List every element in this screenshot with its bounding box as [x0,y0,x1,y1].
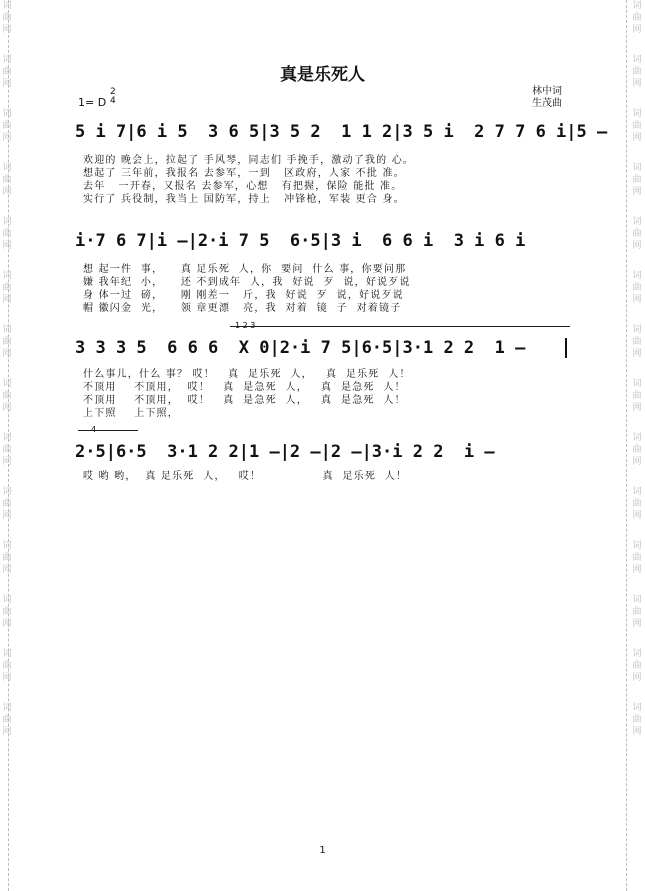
repeat-end-barline [565,338,567,358]
lyricist: 林中词 [532,86,562,97]
watermark-text: 词 曲 网 [2,163,12,197]
lyric-verse-1: 欢迎的 晚会上，拉起了 手风琴，同志们 手挽手，激动了我的 心。 [83,155,415,166]
watermark-text: 词 曲 网 [632,163,642,197]
lyric-verse-1: 什么事儿，什么 事？ 哎！ 真 足乐死 人， 真 足乐死 人！ [83,369,411,380]
watermark-text: 词 曲 网 [2,595,12,629]
lyric-verse-2: 想起了 三年前，我报名 去参军，一到 区政府，人家 不批 准。 [83,168,405,179]
key-signature: 1= D [78,96,107,109]
watermark-text: 词 曲 网 [632,1,642,35]
lyric-verse-2: 不顶用 不顶用， 哎！ 真 是急死 人， 真 是急死 人！ [83,382,406,393]
volta-label: 1 2 3 [235,321,256,330]
watermark-text: 词 曲 网 [2,703,12,737]
volta-bracket [230,326,570,327]
lyric-verse-3: 不顶用 不顶用， 哎！ 真 是急死 人， 真 是急死 人！ [83,395,406,406]
song-title: 真是乐死人 [280,65,365,85]
watermark-text: 词 曲 网 [632,325,642,359]
watermark-text: 词 曲 网 [2,541,12,575]
watermark-text: 词 曲 网 [2,271,12,305]
time-signature-top: 2 [110,87,116,97]
watermark-text: 词 曲 网 [2,433,12,467]
notation-line: i·7 6 7|i –|2·i 7 5 6·5|3 i 6 6 i 3 i 6 i [75,231,526,251]
watermark-right-column [630,0,644,756]
volta-label: 4 [91,425,97,434]
credits [532,86,562,110]
watermark-text: 词 曲 网 [632,433,642,467]
lyric-verse-3: 去年 一开春，又报名 去参军，心想 有把握，保险 能批 准。 [83,181,403,192]
composer: 生茂曲 [532,98,562,109]
watermark-text: 词 曲 网 [632,541,642,575]
lyric-verse-4: 上下照 上下照， [83,408,179,419]
lyric-verse-4: 实行了 兵役制，我当上 国防军，持上 冲锋枪，军装 更合 身。 [83,194,405,205]
watermark-text: 词 曲 网 [2,217,12,251]
lyric-verse-3: 身 体一过 磅， 刚 刚差一 斤，我 好说 歹 说，好说歹说 [83,290,404,301]
watermark-text: 词 曲 网 [2,325,12,359]
watermark-text: 词 曲 网 [632,649,642,683]
watermark-text: 词 曲 网 [2,649,12,683]
lyric-verse-1: 想 起一件 事， 真 足乐死 人，你 要问 什么 事，你要问那 [83,264,407,275]
watermark-left-column [0,0,14,756]
notation-line: 3 3 3 5 6 6 6 X 0|2·i 7 5|6·5|3·1 2 2 1 – [75,338,526,358]
watermark-text: 词 曲 网 [2,109,12,143]
watermark-text: 词 曲 网 [632,109,642,143]
watermark-text: 词 曲 网 [632,703,642,737]
notation-line: 2·5|6·5 3·1 2 2|1 –|2 –|2 –|3·i 2 2 i – [75,442,495,462]
watermark-text: 词 曲 网 [632,379,642,413]
watermark-text: 词 曲 网 [2,487,12,521]
volta-bracket [78,430,138,431]
lyric-verse-1: 哎 哟 哟， 真 足乐死 人， 哎！ 真 足乐死 人！ [83,471,408,482]
time-signature [110,88,116,106]
watermark-text: 词 曲 网 [632,271,642,305]
watermark-text: 词 曲 网 [2,379,12,413]
notation-line: 5 i 7|6 i 5 3 6 5|3 5 2 1 1 2|3 5 i 2 7 7 6 i|5 – [75,122,608,142]
time-signature-bottom: 4 [110,96,116,106]
lyric-verse-2: 嫌 我年纪 小， 还 不到成年 人，我 好说 歹 说，好说歹说 [83,277,411,288]
lyric-verse-4: 帽 徽闪金 光， 领 章更漂 亮，我 对着 镜 子 对着镜子 [83,303,402,314]
right-page-border [626,0,627,891]
watermark-text: 词 曲 网 [632,55,642,89]
watermark-text: 词 曲 网 [632,217,642,251]
watermark-text: 词 曲 网 [2,55,12,89]
page-number: 1 [319,845,326,856]
watermark-text: 词 曲 网 [632,487,642,521]
watermark-text: 词 曲 网 [632,595,642,629]
watermark-text: 词 曲 网 [2,1,12,35]
